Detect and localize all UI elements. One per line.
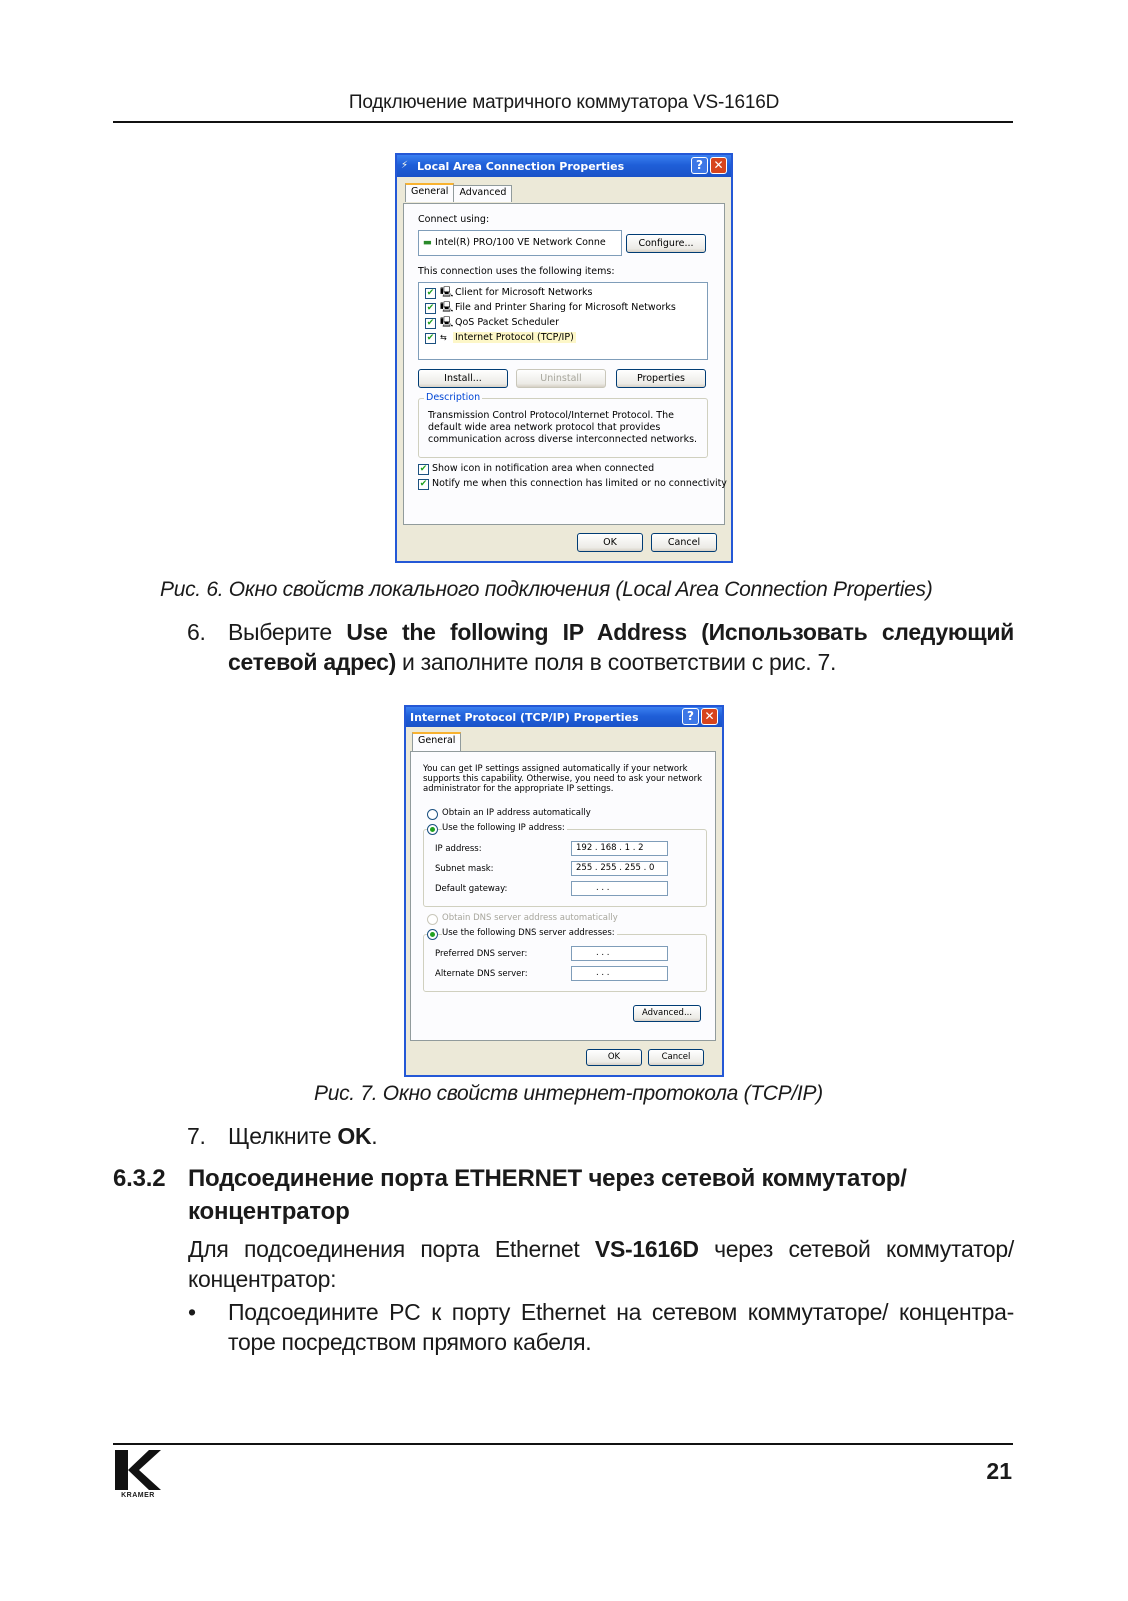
protocol-icon: ⇆ [440, 333, 447, 342]
preferred-dns-input[interactable]: . . . [571, 946, 668, 961]
general-panel [403, 203, 725, 525]
page-number: 21 [986, 1458, 1012, 1484]
step-6-bold: Use the following IP Address (Использовать следующий [346, 619, 1015, 645]
configure-button[interactable]: Configure... [626, 234, 706, 253]
bullet-symbol: • [188, 1299, 196, 1325]
tab-general[interactable]: General [412, 732, 461, 751]
kramer-logo-text: KRAMER [121, 1492, 155, 1499]
step-7-suffix: . [371, 1123, 378, 1149]
step-6-number: 6. [187, 619, 206, 645]
item-checkbox[interactable]: ✔ [426, 333, 435, 343]
section-number: 6.3.2 [113, 1165, 166, 1192]
list-item-selected[interactable]: Internet Protocol (TCP/IP) [455, 332, 574, 343]
dns-group [423, 934, 707, 992]
tab-general[interactable]: General [405, 183, 454, 202]
item-checkbox[interactable]: ✔ [426, 288, 435, 298]
ok-button[interactable]: OK [586, 1049, 642, 1066]
step-6-prefix: Выберите [228, 619, 332, 645]
subnet-mask-input[interactable]: 255 . 255 . 255 . 0 [571, 861, 668, 876]
item-checkbox[interactable]: ✔ [426, 318, 435, 328]
intro-text: You can get IP settings assigned automatically if your network supports this capability. Otherwise, you need to ask your network administrator for the appropriate IP settings. [423, 764, 703, 794]
lan-properties-dialog [395, 153, 733, 563]
preferred-dns-label: Preferred DNS server: [435, 949, 528, 959]
network-connection-icon: ⚡ [401, 160, 409, 171]
para-bold: VS-1616D [594, 1236, 699, 1262]
dialog-titlebar[interactable] [397, 155, 731, 177]
components-list[interactable] [418, 282, 708, 360]
default-gateway-input[interactable]: . . . [571, 881, 668, 896]
install-button[interactable]: Install... [418, 369, 508, 388]
default-gateway-label: Default gateway: [435, 884, 508, 894]
use-ip-label: Use the following IP address: [442, 823, 565, 833]
notify-label: Notify me when this connection has limited or no connectivity [432, 478, 727, 489]
step-6-suffix: и заполните поля в соответствии с рис. 7. [402, 649, 837, 675]
adapter-name: Intel(R) PRO/100 VE Network Conne [435, 237, 606, 248]
properties-button[interactable]: Properties [616, 369, 706, 388]
section-paragraph-line-2: концентратор: [188, 1266, 337, 1292]
step-7-text [228, 1121, 377, 1151]
dialog-title: Internet Protocol (TCP/IP) Properties [410, 710, 639, 724]
bullet-line-2: торе посредством прямого кабеля. [228, 1329, 592, 1355]
use-dns-radio[interactable] [427, 929, 438, 940]
description-text: Transmission Control Protocol/Internet Protocol. The default wide area network protocol that provides communication across diverse interconnected networks. [428, 410, 698, 445]
figure-7-caption: Рис. 7. Окно свойств интернет-протокола (TCP/IP) [314, 1082, 823, 1105]
item-checkbox[interactable]: ✔ [426, 303, 435, 313]
figure-6-caption: Рис. 6. Окно свойств локального подключения (Local Area Connection Properties) [160, 578, 933, 601]
list-item[interactable]: QoS Packet Scheduler [455, 317, 559, 328]
notify-checkbox[interactable]: ✔ [419, 479, 428, 489]
list-item[interactable]: File and Printer Sharing for Microsoft Networks [455, 302, 676, 313]
section-title-line-2: концентратор [188, 1198, 350, 1225]
header-rule [113, 121, 1013, 123]
kramer-logo [113, 1450, 163, 1502]
step-7-prefix: Щелкните [228, 1123, 332, 1149]
step-7-bold: OK [337, 1123, 372, 1149]
network-card-icon: ▬ [423, 237, 432, 248]
step-6-line-2 [228, 647, 1014, 677]
use-dns-label: Use the following DNS server addresses: [442, 928, 615, 938]
items-label: This connection uses the following items: [418, 266, 615, 277]
ip-address-label: IP address: [435, 844, 482, 854]
adapter-field [418, 230, 622, 256]
section-title-line-1: Подсоединение порта ETHERNET через сетевой коммутатор/ [188, 1165, 907, 1192]
list-item[interactable]: Client for Microsoft Networks [455, 287, 593, 298]
show-icon-label: Show icon in notification area when connected [432, 463, 655, 474]
alternate-dns-label: Alternate DNS server: [435, 969, 528, 979]
close-button[interactable]: ✕ [701, 708, 718, 725]
footer-rule [113, 1443, 1013, 1445]
network-client-icon: 🖳 [440, 287, 454, 298]
help-button[interactable]: ? [682, 708, 699, 725]
step-6-line-1 [228, 617, 1014, 647]
close-button[interactable]: ✕ [710, 157, 727, 174]
dialog-titlebar[interactable] [406, 707, 722, 727]
connect-using-label: Connect using: [418, 214, 490, 225]
section-paragraph-line-1 [188, 1234, 1014, 1264]
step-6-bold-2: сетевой адрес) [228, 649, 396, 675]
cancel-button[interactable]: Cancel [648, 1049, 704, 1066]
general-panel [410, 751, 716, 1041]
description-title: Description [426, 392, 481, 403]
ip-address-input[interactable]: 192 . 168 . 1 . 2 [571, 841, 668, 856]
file-share-icon: 🖳 [440, 302, 454, 313]
subnet-mask-label: Subnet mask: [435, 864, 494, 874]
auto-ip-label: Obtain an IP address automatically [442, 808, 591, 818]
cancel-button[interactable]: Cancel [651, 533, 717, 552]
dialog-title: Local Area Connection Properties [417, 159, 625, 173]
ok-button[interactable]: OK [577, 533, 643, 552]
bullet-line-1: Подсоедините PC к порту Ethernet на сетевом коммутаторе/ концентра- [228, 1299, 1014, 1325]
help-button[interactable]: ? [691, 157, 708, 174]
tcpip-properties-dialog [404, 705, 724, 1077]
auto-dns-radio[interactable] [427, 914, 438, 925]
page-header-title: Подключение матричного коммутатора VS-1616D [348, 92, 780, 113]
para-suffix: через сетевой коммутатор/ [714, 1236, 1015, 1262]
auto-ip-radio[interactable] [427, 809, 438, 820]
auto-dns-label: Obtain DNS server address automatically [442, 913, 618, 923]
use-ip-radio[interactable] [427, 824, 438, 835]
tab-advanced[interactable]: Advanced [453, 185, 512, 202]
show-icon-checkbox[interactable]: ✔ [419, 464, 428, 474]
para-prefix: Для подсоединения порта Ethernet [188, 1236, 580, 1262]
advanced-button[interactable]: Advanced... [633, 1005, 701, 1022]
step-7-number: 7. [187, 1123, 206, 1149]
alternate-dns-input[interactable]: . . . [571, 966, 668, 981]
qos-icon: 🖳 [440, 317, 454, 328]
uninstall-button[interactable]: Uninstall [516, 369, 606, 388]
